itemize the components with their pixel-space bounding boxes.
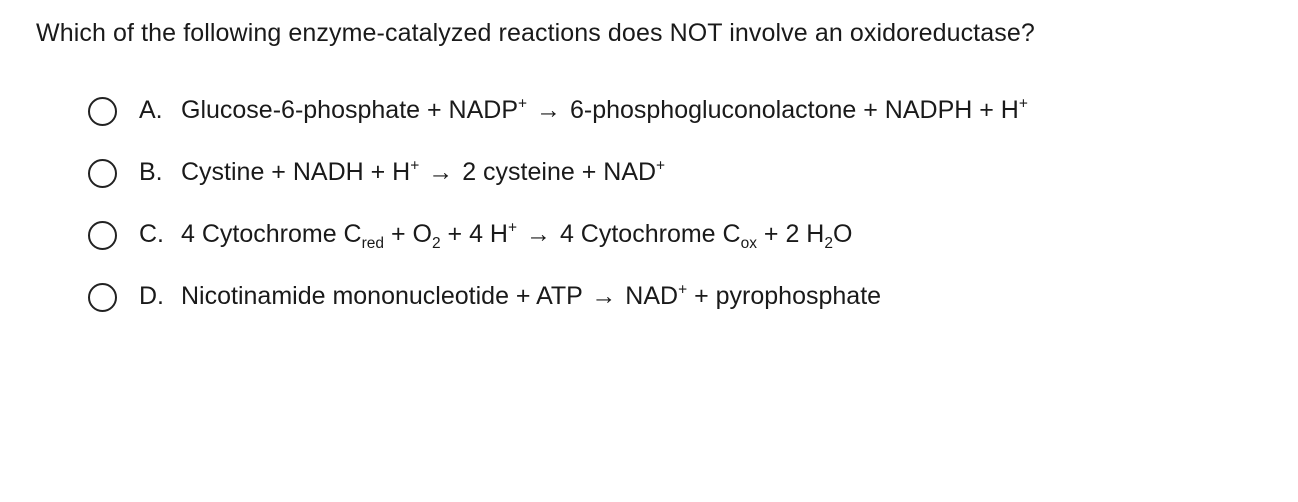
option-letter-a: A.	[139, 96, 163, 124]
option-b[interactable]	[36, 148, 1268, 202]
option-letter-c: C.	[139, 220, 164, 248]
option-d[interactable]	[36, 272, 1268, 326]
radio-button-d[interactable]	[88, 283, 117, 312]
option-a[interactable]	[36, 86, 1268, 140]
option-text-b: Cystine + NADH + H+ → 2 cysteine + NAD+	[181, 157, 666, 186]
question-text: Which of the following enzyme-catalyzed reactions does NOT involve an oxidoreductase?	[36, 19, 1035, 47]
answer-options-list	[36, 86, 1268, 326]
radio-button-a[interactable]	[88, 97, 117, 126]
option-text-c: 4 Cytochrome $C_{red} + O_2 + 4$ H+ → 4 Cytochrome $C_{ox} + 2$ $H_2O$	[181, 219, 853, 252]
option-text-a: Glucose-6-phosphate + NADP+ → 6-phosphogluconolactone + NADPH + H+	[181, 95, 1028, 124]
option-letter-b: B.	[139, 158, 163, 186]
radio-button-c[interactable]	[88, 221, 117, 250]
option-c[interactable]	[36, 210, 1268, 264]
option-letter-d: D.	[139, 282, 164, 310]
radio-button-b[interactable]	[88, 159, 117, 188]
option-text-d: Nicotinamide mononucleotide + ATP → NAD+ + pyrophosphate	[181, 281, 882, 310]
